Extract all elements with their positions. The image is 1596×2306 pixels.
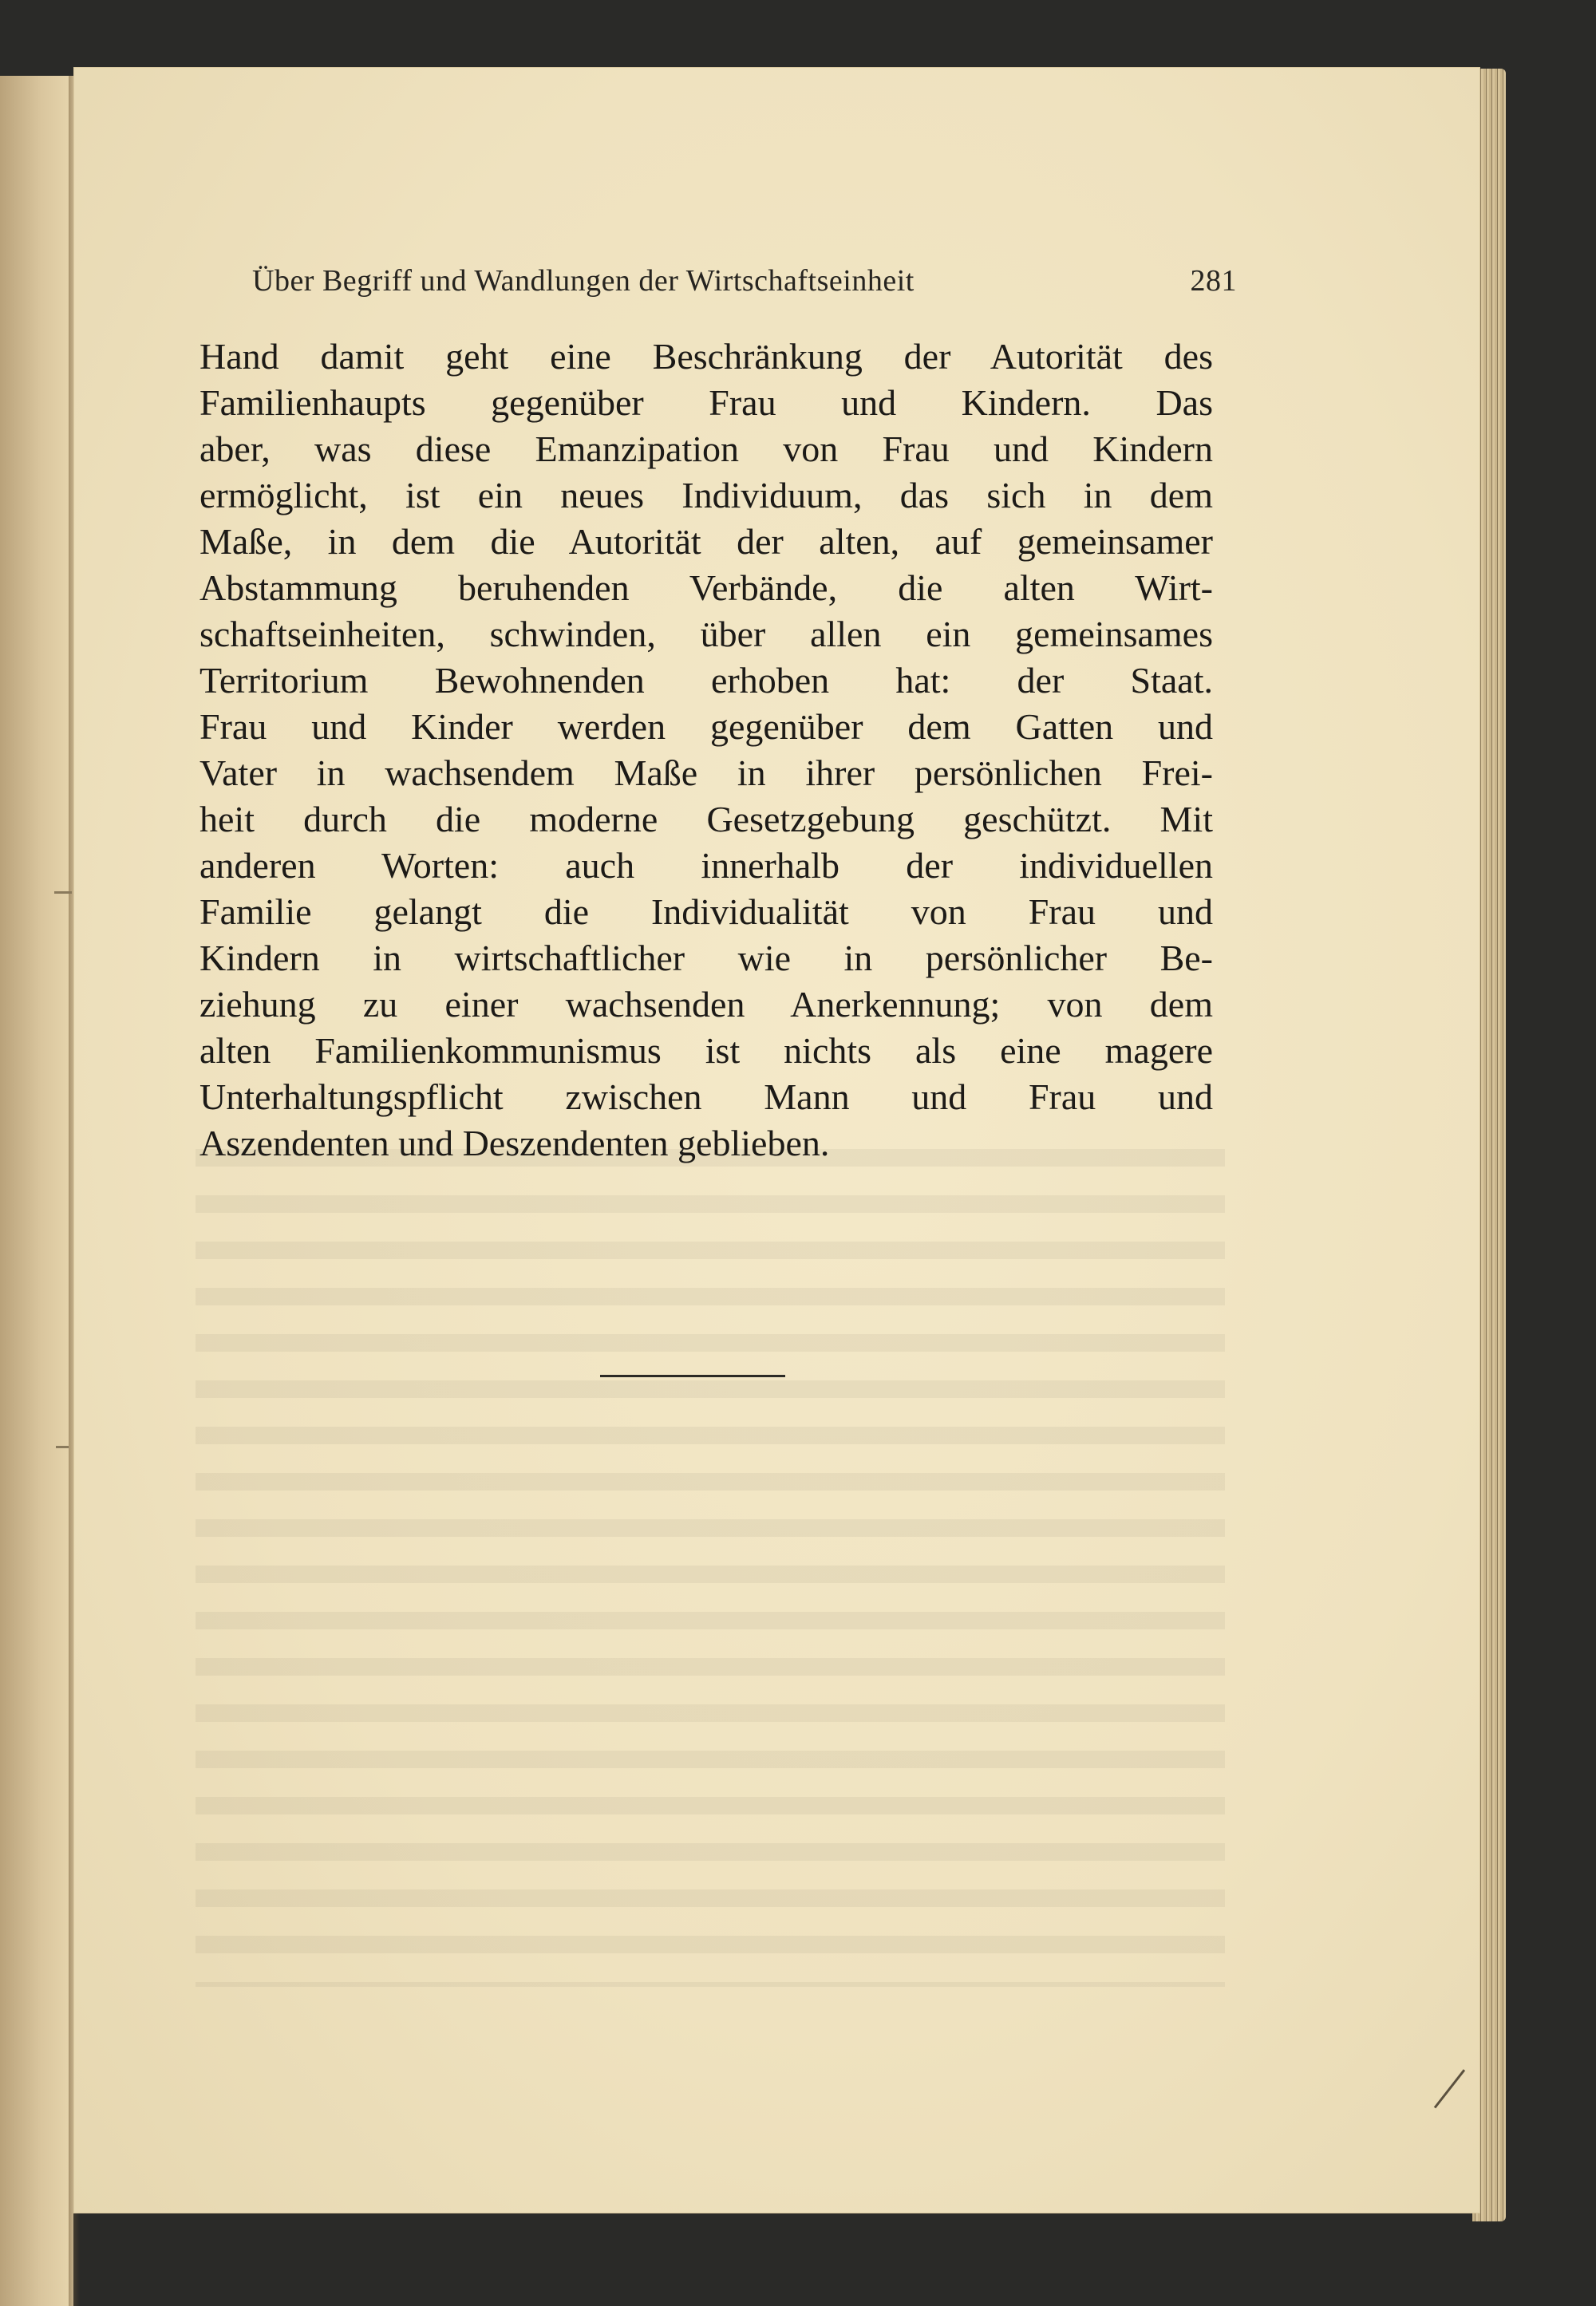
text-line: alten Familienkommunismus ist nichts als eine magere	[200, 1030, 1213, 1071]
text-line: Aszendenten und Deszendenten geblieben.	[200, 1123, 830, 1163]
text-line: ziehung zu einer wachsenden Anerkennung; von dem	[200, 984, 1213, 1025]
text-line: aber, was diese Emanzipation von Frau und Kindern	[200, 428, 1213, 469]
text-line: Maße, in dem die Autorität der alten, auf gemeinsamer	[200, 521, 1213, 562]
text-line: Frau und Kinder werden gegenüber dem Gatten und	[200, 706, 1213, 747]
text-line: Unterhaltungspflicht zwischen Mann und Frau und	[200, 1076, 1213, 1117]
show-through-text	[196, 1149, 1225, 1987]
text-line: Vater in wachsendem Maße in ihrer persönlichen Frei-	[200, 752, 1213, 793]
text-line: ermöglicht, ist ein neues Individuum, das sich in dem	[200, 475, 1213, 515]
body-paragraph	[200, 334, 1213, 1167]
text-line: Familie gelangt die Individualität von Frau und	[200, 891, 1213, 932]
text-line: heit durch die moderne Gesetzgebung geschützt. Mit	[200, 799, 1213, 839]
text-line: Kindern in wirtschaftlicher wie in persönlicher Be-	[200, 938, 1213, 978]
text-line: Abstammung beruhenden Verbände, die alten Wirt-	[200, 567, 1213, 608]
text-line: Familienhaupts gegenüber Frau und Kindern. Das	[200, 382, 1213, 423]
section-rule	[600, 1375, 785, 1377]
text-line: Territorium Bewohnenden erhoben hat: der Staat.	[200, 660, 1213, 701]
page-number: 281	[1190, 264, 1237, 298]
margin-mark	[54, 891, 72, 894]
running-head	[200, 263, 1237, 311]
left-page-edge	[0, 76, 73, 2306]
text-line: schaftseinheiten, schwinden, über allen ein gemeinsames	[200, 614, 1213, 654]
running-title: Über Begriff und Wandlungen der Wirtschaftseinheit	[252, 264, 915, 298]
text-line: anderen Worten: auch innerhalb der individuellen	[200, 845, 1213, 886]
text-line: Hand damit geht eine Beschränkung der Autorität des	[200, 336, 1213, 377]
margin-mark	[56, 1446, 69, 1448]
